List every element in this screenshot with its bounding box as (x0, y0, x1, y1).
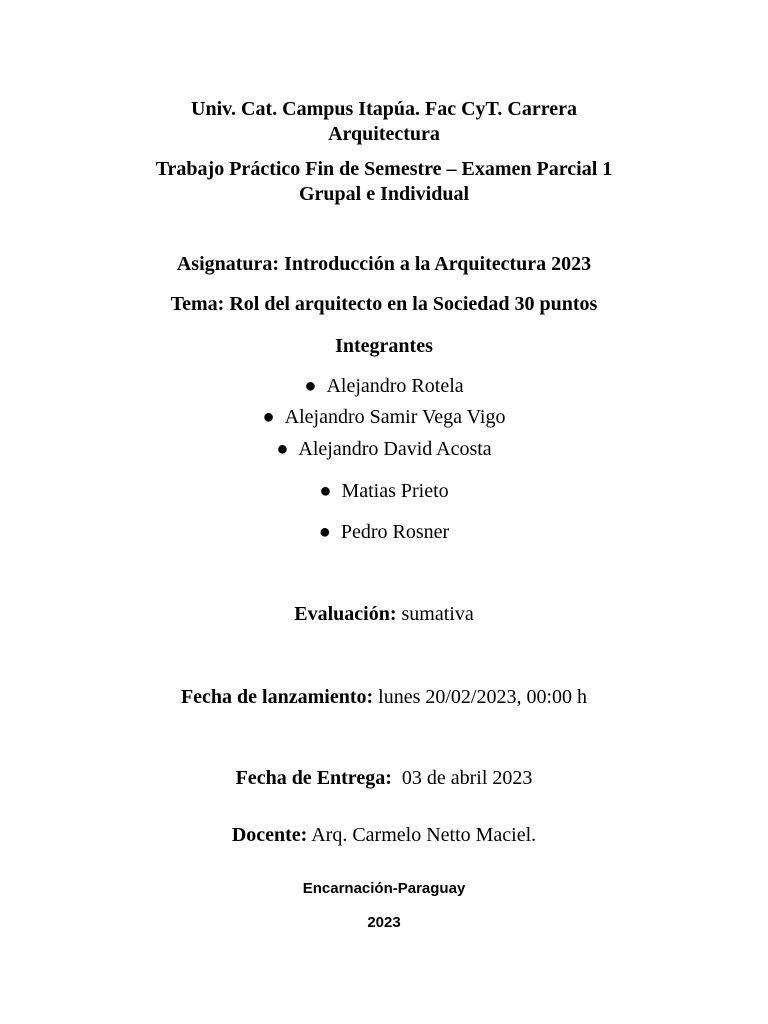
member-item (0, 479, 768, 503)
evaluation-line (0, 602, 768, 626)
evaluation-label: Evaluación: (294, 603, 397, 625)
teacher-value: Arq. Carmelo Netto Maciel. (307, 824, 537, 846)
bullet-icon: ● (318, 521, 331, 543)
member-name: Alejandro David Acosta (298, 438, 492, 460)
member-name: Alejandro Rotela (326, 375, 464, 397)
university-line-1: Univ. Cat. Campus Itapúa. Fac CyT. Carrera (191, 98, 577, 120)
teacher-line (0, 823, 768, 847)
member-name: Pedro Rosner (340, 521, 450, 543)
bullet-icon: ● (276, 438, 289, 460)
due-date-value: 03 de abril 2023 (391, 767, 533, 789)
subject-line: Asignatura: Introducción a la Arquitectura 2023 (176, 253, 592, 275)
bullet-icon: ● (262, 406, 275, 428)
member-item (0, 437, 768, 461)
member-name: Matias Prieto (341, 480, 449, 502)
due-date-label: Fecha de Entrega: (235, 767, 392, 789)
footer-year: 2023 (367, 914, 401, 931)
member-name: Alejandro Samir Vega Vigo (284, 406, 506, 428)
launch-date-line (0, 685, 768, 709)
teacher-label: Docente: (231, 824, 308, 846)
members-heading: Integrantes (335, 335, 433, 357)
bullet-icon: ● (304, 375, 317, 397)
due-date-line (0, 766, 768, 790)
topic-line: Tema: Rol del arquitecto en la Sociedad 30 puntos (170, 293, 598, 315)
member-item (0, 374, 768, 398)
footer-place: Encarnación-Paraguay (302, 880, 466, 897)
assignment-line-1: Trabajo Práctico Fin de Semestre – Examen Parcial 1 (155, 158, 613, 180)
launch-date-value: lunes 20/02/2023, 00:00 h (373, 686, 588, 708)
assignment-line-2: Grupal e Individual (298, 183, 470, 205)
evaluation-value: sumativa (396, 603, 474, 625)
university-line-2: Arquitectura (328, 123, 440, 145)
member-item (0, 405, 768, 429)
bullet-icon: ● (319, 480, 332, 502)
launch-date-label: Fecha de lanzamiento: (180, 686, 374, 708)
member-item (0, 520, 768, 544)
